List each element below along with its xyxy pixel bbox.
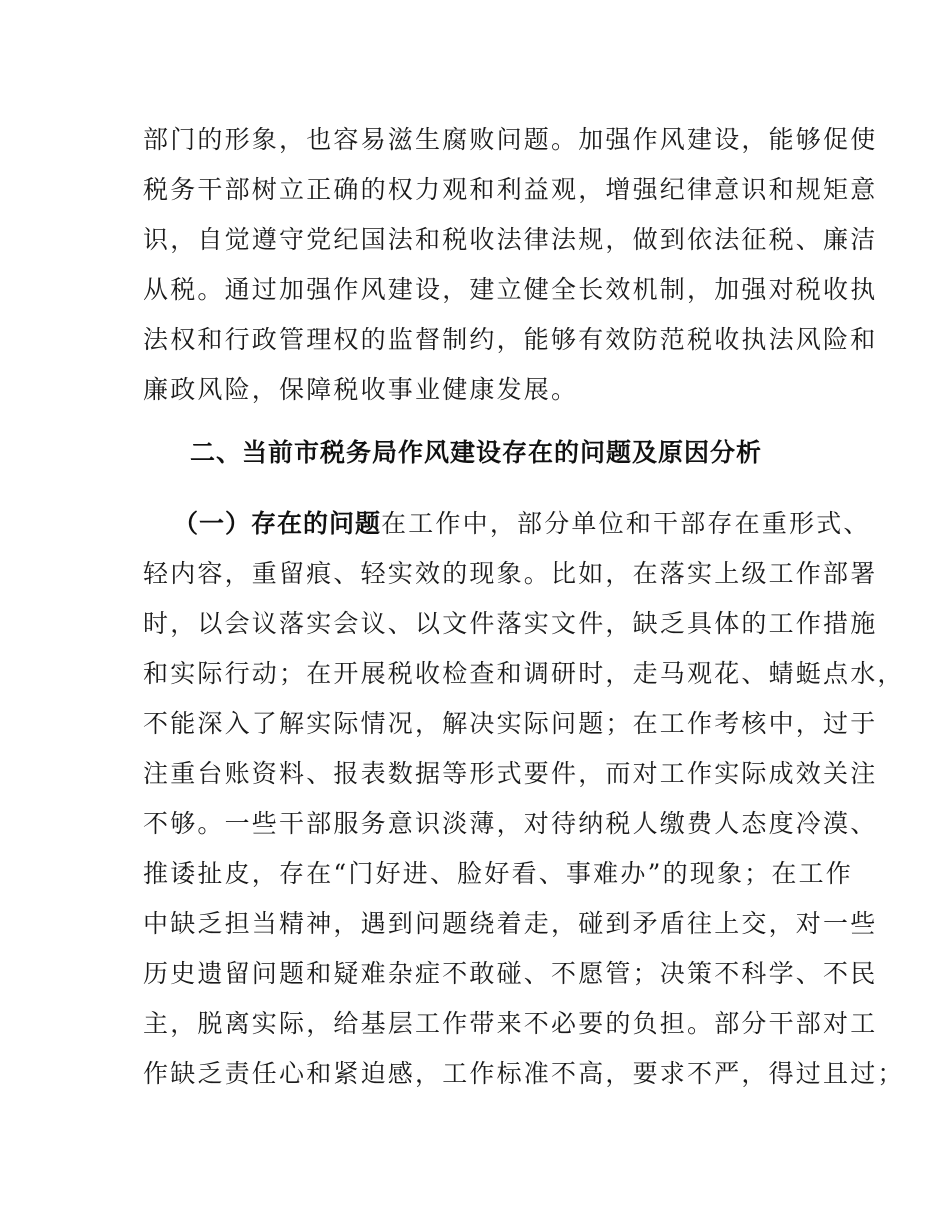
paragraph-line: 从税。通过加强作风建设，建立健全长效机制，加强对税收执 [143, 275, 878, 304]
paragraph-line: 主，脱离实际，给基层工作带来不必要的负担。部分干部对工 [143, 1009, 878, 1038]
paragraph-line: 推诿扯皮，存在“门好进、脸好看、事难办”的现象；在工作 [143, 859, 853, 888]
paragraph-line: 和实际行动；在开展税收检查和调研时，走马观花、蜻蜓点水， [143, 659, 905, 688]
paragraph-line: 法权和行政管理权的监督制约，能够有效防范税收执法风险和 [143, 325, 878, 354]
paragraph-line: 识，自觉遵守党纪国法和税收法律法规，做到依法征税、廉洁 [143, 225, 878, 254]
paragraph-line: 中缺乏担当精神，遇到问题绕着走，碰到矛盾往上交，对一些 [143, 909, 878, 938]
paragraph-line: 不能深入了解实际情况，解决实际问题；在工作考核中，过于 [143, 709, 878, 738]
paragraph-line: 作缺乏责任心和紧迫感，工作标准不高，要求不严，得过且过； [143, 1059, 905, 1088]
subheading: （一）存在的问题 [173, 509, 382, 538]
paragraph-line: 注重台账资料、报表数据等形式要件，而对工作实际成效关注 [143, 759, 878, 788]
paragraph-line: 税务干部树立正确的权力观和利益观，增强纪律意识和规矩意 [143, 175, 878, 204]
paragraph-line: 不够。一些干部服务意识淡薄，对待纳税人缴费人态度冷漠、 [143, 809, 878, 838]
paragraph-line: 历史遗留问题和疑难杂症不敢碰、不愿管；决策不科学、不民 [143, 959, 878, 988]
paragraph-first-line [173, 508, 871, 540]
paragraph-line: 时，以会议落实会议、以文件落实文件，缺乏具体的工作措施 [143, 609, 878, 638]
section-heading: 二、当前市税务局作风建设存在的问题及原因分析 [190, 438, 763, 467]
paragraph-line: 廉政风险，保障税收事业健康发展。 [143, 375, 579, 404]
first-line-text: 在工作中，部分单位和干部存在重形式、 [381, 509, 871, 538]
paragraph-line: 部门的形象，也容易滋生腐败问题。加强作风建设，能够促使 [143, 125, 878, 154]
paragraph-line: 轻内容，重留痕、轻实效的现象。比如，在落实上级工作部署 [143, 559, 878, 588]
